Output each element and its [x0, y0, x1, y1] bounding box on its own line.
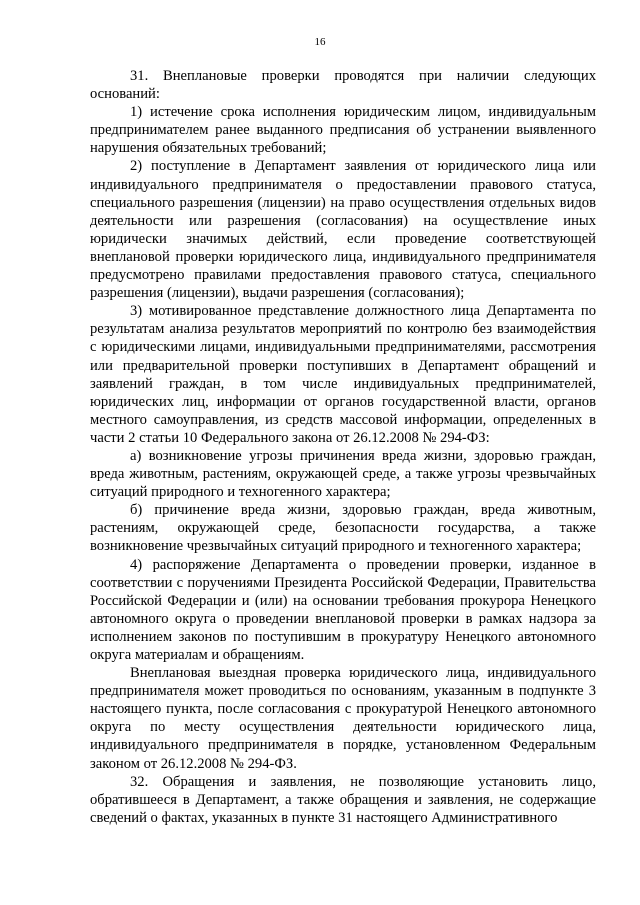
paragraph-item-2: 2) поступление в Департамент заявления от юридического лица или индивидуального предпринимателя о предоставлении правового статуса, специального разрешения (лицензии) на право осуществления отдельных видов деятельности или разрешения (согласования) на осуществление иных юридически значимых действий, если проведение соответствующей внеплановой проверки юридического лица, индивидуального предпринимателя предусмотрено правилами предоставления правового статуса, специального разрешения (лицензии), выдачи разрешения (согласования); [90, 158, 596, 302]
paragraph-32: 32. Обращения и заявления, не позволяющие установить лицо, обратившееся в Департамент, а также обращения и заявления, не содержащие сведений о фактах, указанных в пункте 31 настоящего Административного [90, 773, 596, 826]
paragraph-item-1: 1) истечение срока исполнения юридическим лицом, индивидуальным предпринимателем ранее выданного предписания об устранении выявленного нарушения обязательных требований; [90, 104, 596, 157]
paragraph-item-3a: а) возникновение угрозы причинения вреда жизни, здоровью граждан, вреда животным, растениям, окружающей среде, а также угрозы чрезвычайных ситуаций природного и техногенного характера; [90, 447, 596, 501]
paragraph-item-3: 3) мотивированное представление должностного лица Департамента по результатам анализа результатов мероприятий по контролю без взаимодействия с юридическими лицами, индивидуальными предпринимателями, рассмотрения или предварительной проверки поступивших в Департамент обращений и заявлений граждан, в том числе индивидуальных предпринимателей, юридических лиц, информации от органов государственной власти, органов местного самоуправления, из средств массовой информации, определенных в части 2 статьи 10 Федерального закона от 26.12.2008 № 294-ФЗ: [90, 303, 596, 446]
paragraph-item-3b: б) причинение вреда жизни, здоровью граждан, вреда животным, растениям, окружающей среде, безопасности государства, а также возникновение чрезвычайных ситуаций природного и техногенного характера; [90, 502, 596, 555]
paragraph-unscheduled-inspection: Внеплановая выездная проверка юридического лица, индивидуального предпринимателя может проводиться по основаниям, указанным в подпункте 3 настоящего пункта, после согласования с прокуратурой Ненецкого автономного округа по месту осуществления деятельности юридического лица, индивидуального предпринимателя в порядке, установленном Федеральным законом от 26.12.2008 № 294-ФЗ. [90, 665, 596, 772]
paragraph-31-intro: 31. Внеплановые проверки проводятся при наличии следующих оснований: [90, 68, 596, 103]
document-body [90, 67, 596, 827]
paragraph-item-4: 4) распоряжение Департамента о проведении проверки, изданное в соответствии с поручениями Президента Российской Федерации, Правительства Российской Федерации и (или) на основании требования прокурора Ненецкого автономного округа о проведении внеплановой проверки в рамках надзора за исполнением законов по поступившим в прокуратуру Ненецкого автономного округа материалам и обращениям. [90, 556, 596, 663]
page-number: 16 [314, 36, 326, 48]
